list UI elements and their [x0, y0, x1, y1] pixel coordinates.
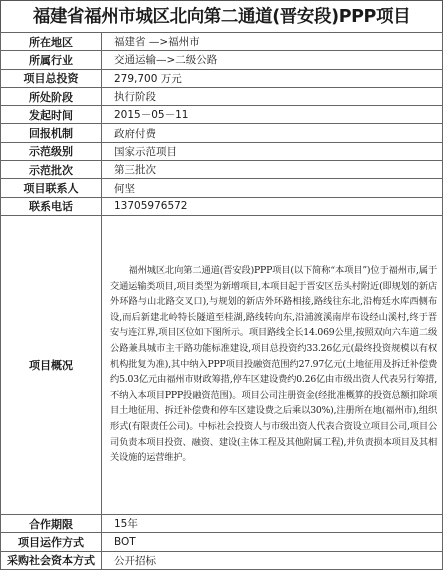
- table-row: [1, 161, 443, 179]
- field-label: 项目联系人: [1, 179, 102, 197]
- field-value: 交通运输—>二级公路: [102, 51, 443, 69]
- field-value: BOT: [102, 533, 443, 551]
- overview-text-cell: [102, 215, 443, 514]
- project-info-table: [0, 32, 443, 570]
- field-label: 联系电话: [1, 197, 102, 215]
- field-label: 发起时间: [1, 106, 102, 124]
- field-label: 回报机制: [1, 124, 102, 142]
- table-row: [1, 197, 443, 215]
- field-value: 政府付费: [102, 124, 443, 142]
- field-label: 示范级别: [1, 142, 102, 160]
- table-row: [1, 179, 443, 197]
- field-value: 2015－05－11: [102, 106, 443, 124]
- table-row: [1, 551, 443, 569]
- field-label: 所在地区: [1, 33, 102, 51]
- overview-text: 福州城区北向第二通道(晋安段)PPP项目(以下简称“本项目”)位于福州市,属于交通运输类项目,项目类型为新增项目,本项目起于晋安区岳头村附近(即规划的新店外环路与山北路交叉口),与规划的新店外环路相接,路线往东北,沿梅廷水库西侧布设,而后新建北岭特长隧道至桂湖,路线转向东,沿浦渡溪南岸布设经山溪村,终于晋安与连江界,项目区位如下图所示。项目路线全长14.069公里,按照双向六车道二级公路兼具城市主干路功能标准建设,项目总投资约33.26亿元(最终投资规模以有权机构批复为准),其中纳入PPP项目投融资范围约27.97亿元(土地征用及拆迁补偿费约5.03亿元由福州市财政筹措,停车区建设费约0.26亿由市级出资人代表另行筹措,不纳入本项目PPP投融资范围)。项目公司注册资金(经批准概算的投资总额扣除项目土地征用、拆迁补偿费和停车区建设费之后乘以30%),注册所在地(福州市),组织形式(有限责任公司)。中标社会投资人与市级出资人代表合资设立项目公司,项目公司负责本项目投资、融资、建设(主体工程及其他附属工程),并负责损本项目及其相关设施的运营维护。: [110, 265, 437, 464]
- field-value: 执行阶段: [102, 87, 443, 105]
- field-label: 采购社会资本方式: [1, 551, 102, 569]
- table-row: [1, 124, 443, 142]
- field-value: 15年: [102, 514, 443, 532]
- overview-key: 项目概况: [1, 215, 102, 514]
- field-label: 所处阶段: [1, 87, 102, 105]
- table-row: [1, 514, 443, 532]
- field-value: 公开招标: [102, 551, 443, 569]
- field-value: 福建省 —>福州市: [102, 33, 443, 51]
- field-value: 第三批次: [102, 161, 443, 179]
- table-row: [1, 142, 443, 160]
- table-row: [1, 106, 443, 124]
- field-label: 项目运作方式: [1, 533, 102, 551]
- field-value: 何坚: [102, 179, 443, 197]
- table-row: [1, 533, 443, 551]
- field-value: 13705976572: [102, 197, 443, 215]
- field-value: 国家示范项目: [102, 142, 443, 160]
- field-label: 所属行业: [1, 51, 102, 69]
- field-label: 示范批次: [1, 161, 102, 179]
- field-value: 279,700 万元: [102, 69, 443, 87]
- field-label: 项目总投资: [1, 69, 102, 87]
- table-row: [1, 51, 443, 69]
- table-row: [1, 69, 443, 87]
- table-row: [1, 33, 443, 51]
- overview-row: [1, 215, 443, 514]
- page-title: 福建省福州市城区北向第二通道(晋安段)PPP项目: [0, 0, 443, 32]
- table-row: [1, 87, 443, 105]
- field-label: 合作期限: [1, 514, 102, 532]
